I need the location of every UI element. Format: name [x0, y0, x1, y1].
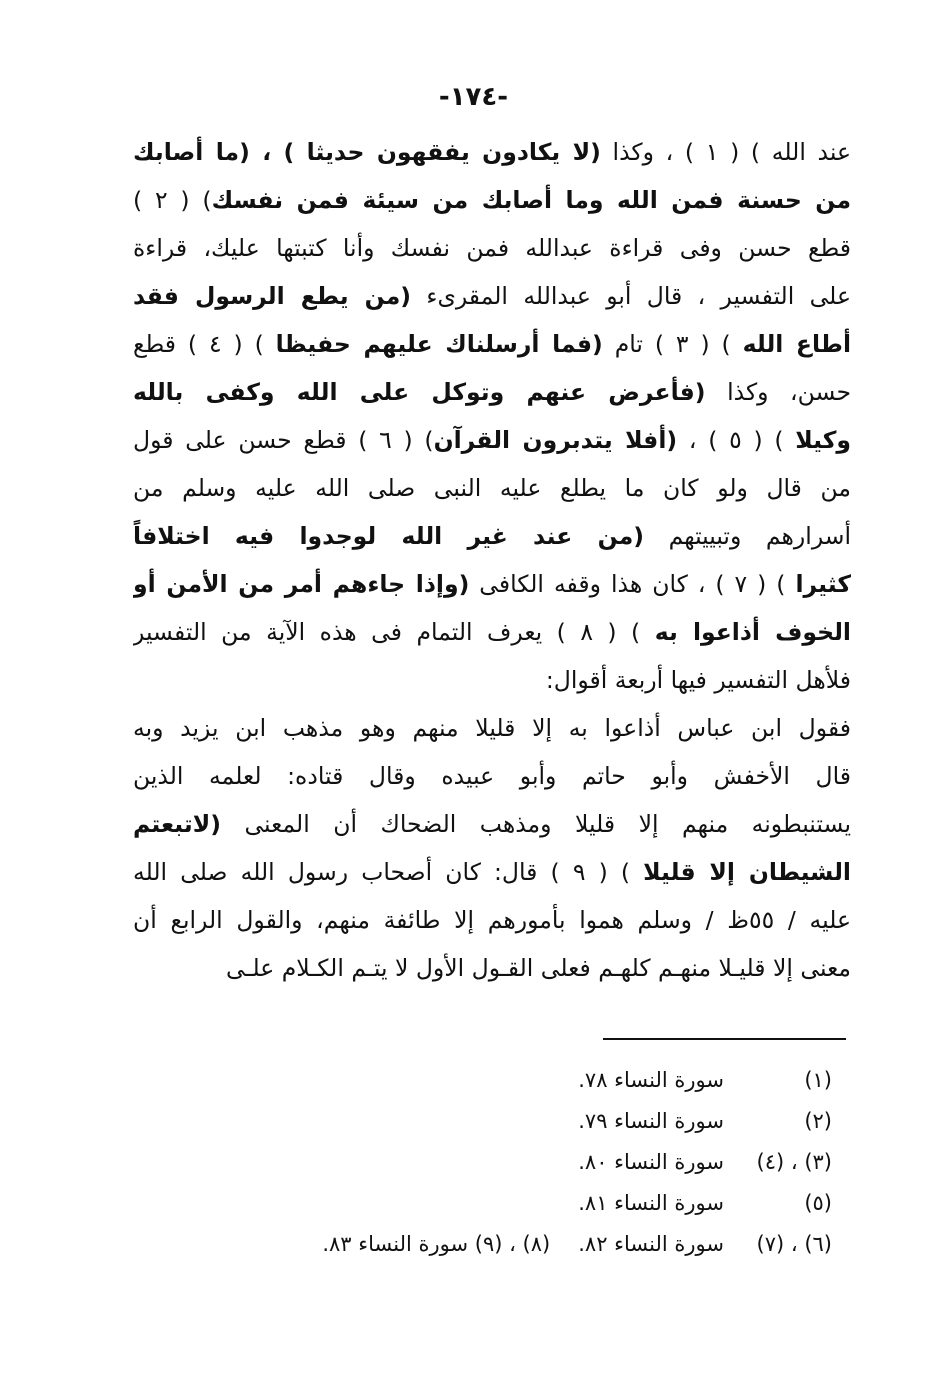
footnote-divider	[603, 1038, 846, 1040]
quran-quote: (أفلا يتدبرون القرآن	[433, 426, 678, 454]
quran-quote: (من عند غير الله لوجدوا فيه اختلافاً	[133, 522, 645, 550]
footnote-text: سورة النساء ٨١.	[578, 1191, 724, 1215]
footnote-item	[192, 1142, 832, 1183]
quran-quote: (فأعرض عنهم وتوكل على الله وكفى بالله	[133, 378, 706, 406]
quran-quote: الشيطان إلا قليلا	[643, 858, 851, 886]
text-line	[133, 320, 851, 368]
text-span: قال الأخفش وأبو حاتم وأبو عبيده وقال قتاده: لعلمه الذين	[133, 762, 851, 790]
text-span: فقول ابن عباس أذاعوا به إلا قليلا منهم وهو مذهب ابن يزيد وبه	[133, 714, 851, 742]
footnote-item	[192, 1183, 832, 1224]
footnote-text: سورة النساء ٨٠.	[578, 1150, 724, 1174]
footnote-number: (٦) ، (٧)	[756, 1232, 832, 1256]
footnote-item	[192, 1060, 832, 1101]
quran-quote: (لا يكادون يفقهون حديثا ) ، (ما أصابك	[133, 138, 601, 166]
text-span: معنى إلا قليـلا منهـم كلهـم فعلى القـول الأول لا يتـم الكـلام علـى	[226, 954, 851, 982]
text-line	[133, 800, 851, 848]
text-line	[133, 224, 851, 272]
footnote-text: (٨) ، (٩) سورة النساء ٨٣.	[322, 1232, 551, 1256]
quran-quote: (فما أرسلناك عليهم حفيظا	[275, 330, 603, 358]
quran-quote: (وإذا جاءهم أمر من الأمن أو	[133, 570, 470, 598]
text-span: فلأهل التفسير فيها أربعة أقوال:	[545, 666, 851, 694]
text-line	[133, 944, 851, 992]
quran-quote: (لاتبعتم	[133, 810, 221, 838]
text-span: أسرارهم وتبييتهم	[644, 522, 851, 550]
text-span: حسن، وكذا	[705, 378, 851, 406]
footnote-number: (٥)	[804, 1191, 832, 1215]
quran-quote: وكيلا	[795, 426, 851, 454]
text-line	[133, 128, 851, 176]
text-span: يستنبطونه منهم إلا قليلا ومذهب الضحاك أن المعنى	[220, 810, 851, 838]
footnote-item	[192, 1101, 832, 1142]
footnote-number: (١)	[804, 1068, 832, 1092]
footnotes	[192, 1060, 832, 1265]
text-line	[133, 656, 851, 704]
text-span: ) ( ٩ ) قال: كان أصحاب رسول الله صلى الله	[133, 858, 644, 886]
footnote-text: سورة النساء ٨٢.	[578, 1232, 724, 1256]
quran-quote: الخوف أذاعوا به	[654, 618, 851, 646]
text-span: على التفسير ، قال أبو عبدالله المقرىء	[411, 282, 851, 310]
text-line	[133, 368, 851, 416]
text-span: ) ( ٨ ) يعرف التمام فى هذه الآية من التفسير	[133, 618, 655, 646]
text-span: ) ( ٥ ) ،	[677, 426, 796, 454]
text-line	[133, 416, 851, 464]
text-line	[133, 608, 851, 656]
text-span: ) ( ٦ ) قطع حسن على قول	[133, 426, 434, 454]
body-text	[133, 128, 851, 992]
text-line	[133, 752, 851, 800]
footnote-text: سورة النساء ٧٨.	[578, 1068, 724, 1092]
text-line	[133, 512, 851, 560]
page-number: -١٧٤-	[438, 82, 509, 112]
footnote-number: (٣) ، (٤)	[756, 1150, 832, 1174]
text-line	[133, 848, 851, 896]
quran-quote: كثيرا	[795, 570, 851, 598]
text-span: ) ( ٣ ) تام	[602, 330, 743, 358]
text-line	[133, 464, 851, 512]
text-line	[133, 560, 851, 608]
footnote-item	[192, 1224, 832, 1265]
footnote-number: (٢)	[804, 1109, 832, 1133]
quran-quote: (من يطع الرسول فقد	[133, 282, 412, 310]
text-span: قطع حسن وفى قراءة عبدالله فمن نفسك وأنا كتبتها عليك، قراءة	[133, 234, 851, 262]
text-line	[133, 896, 851, 944]
text-span: عند الله ) ( ١ ) ، وكذا	[600, 138, 851, 166]
text-line	[133, 272, 851, 320]
text-line	[133, 704, 851, 752]
quran-quote: أطاع الله	[742, 330, 851, 358]
text-span: ) ( ٢ )	[133, 186, 212, 214]
quran-quote: من حسنة فمن الله وما أصابك من سيئة فمن نفسك	[211, 186, 851, 214]
text-span: عليه / ٥٥ظ / وسلم هموا بأمورهم إلا طائفة منهم، والقول الرابع أن	[133, 906, 851, 934]
text-span: ) ( ٧ ) ، كان هذا وقفه الكافى	[469, 570, 796, 598]
footnote-text: سورة النساء ٧٩.	[578, 1109, 724, 1133]
text-line	[133, 176, 851, 224]
text-span: من قال ولو كان ما يطلع عليه النبى صلى الله عليه وسلم من	[133, 474, 851, 502]
text-span: ) ( ٤ ) قطع	[133, 330, 276, 358]
